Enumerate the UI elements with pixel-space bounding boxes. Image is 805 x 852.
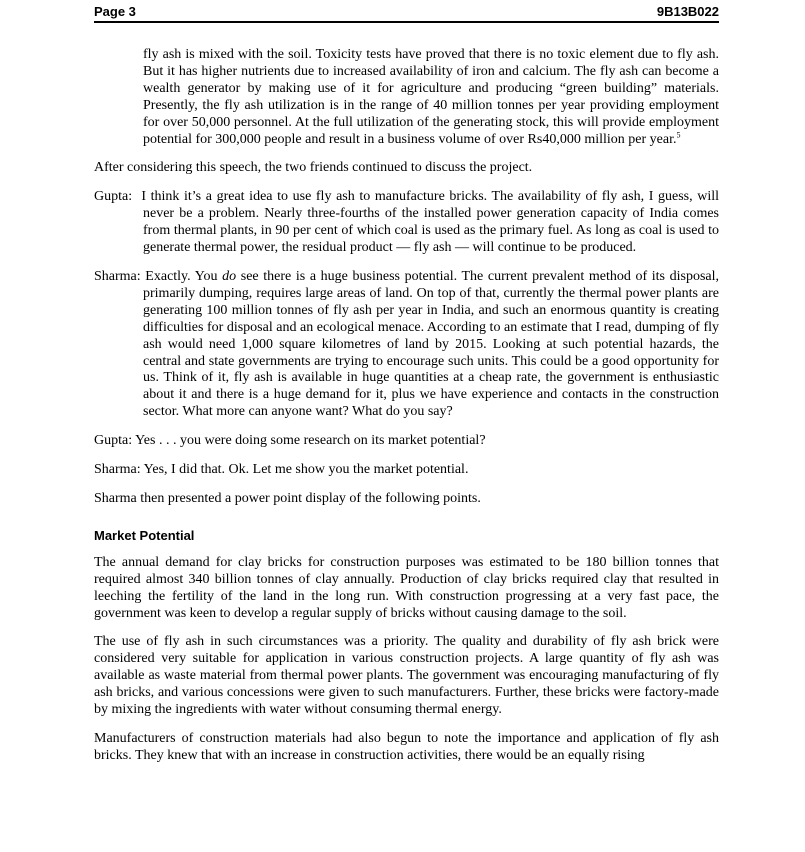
dialogue-lead: Exactly. You	[145, 268, 218, 284]
speaker-label: Gupta:	[94, 433, 133, 449]
page-header	[94, 4, 719, 23]
dialogue-gupta-2	[94, 433, 719, 450]
document-body	[94, 47, 719, 777]
section-heading-market-potential: Market Potential	[94, 527, 195, 543]
page-number: Page 3	[94, 4, 136, 19]
quote-text: fly ash is mixed with the soil. Toxicity tests have proved that there is no toxic element due to fly ash. But it has higher nutrients due to increased availability of iron and calcium. The fly ash can become a wealth generator by making use of it for agriculture and producing “green building” materials. Presently, the fly ash utilization is in the range of 40 million tonnes per year providing employment for over 50,000 personnel. At the full utilization of the generating stock, this will provide employment potential for 300,000 people and result in a business volume of over Rs40,000 million per year.	[143, 47, 719, 147]
market-paragraph: Manufacturers of construction materials had also begun to note the importance and application of fly ash bricks. They knew that with an increase in construction activities, there would be an equally rising	[94, 731, 719, 763]
dialogue-text: Yes . . . you were doing some research on its market potential?	[135, 433, 486, 449]
dialogue-text: see there is a huge business potential. The current prevalent method of its disposal, primarily dumping, requires large areas of land. On top of that, currently the thermal power plants are generating 100 million tonnes of fly ash per year in India, and such an enormous quantity is creating difficulties for disposal and an ecological menace. According to an estimate that I read, dumping of fly ash would need 1,000 square kilometres of land by 2015. Looking at such potential hazards, the central and state governments are trying to encourage such units. This could be a good opportunity for us. Think of it, fly ash is available in huge quantities at a cheap rate, the government is enthusiastic about it and there is a huge demand for it, plus we have experience and contacts in the construction sector. What more can anyone want? What do you say?	[143, 268, 720, 420]
dialogue-text: I think it’s a great idea to use fly ash to manufacture bricks. The availability of fly ash, I guess, will never be a problem. Nearly three-fourths of the installed power generation capacity of India comes from thermal plants, in 90 per cent of which coal is used as the primary fuel. As long as coal is used to generate thermal power, the residual product — fly ash — will continue to be produced.	[141, 189, 719, 256]
dialogue-sharma-1	[94, 269, 719, 421]
dialogue-emphasis: do	[222, 268, 237, 284]
dialogue-sharma-2	[94, 462, 719, 479]
dialogue-text: Yes, I did that. Ok. Let me show you the market potential.	[143, 462, 469, 478]
footnote-marker[interactable]: 5	[676, 129, 681, 139]
market-paragraph: The annual demand for clay bricks for construction purposes was estimated to be 180 billion tonnes that required almost 340 billion tonnes of clay annually. Production of clay bricks required clay that resulted in leeching the fertility of the land in the long run. With construction progressing at a very fast pace, the government was keen to develop a regular supply of bricks without causing damage to the soil.	[94, 554, 719, 621]
after-speech-paragraph: After considering this speech, the two friends continued to discuss the project.	[94, 160, 533, 176]
speaker-label: Sharma:	[94, 268, 141, 284]
presentation-intro: Sharma then presented a power point display of the following points.	[94, 490, 481, 506]
market-paragraph: The use of fly ash in such circumstances was a priority. The quality and durability of fly ash brick were considered very suitable for application in various construction projects. A large quantity of fly ash was available as waste material from thermal power plants. The government was encouraging manufacturing of fly ash bricks, and various concessions were given to such manufacturers. Further, these bricks were factory-made by mixing the ingredients with water without consuming thermal energy.	[94, 634, 719, 718]
speech-quote	[143, 47, 719, 148]
dialogue-gupta-1	[94, 189, 719, 257]
case-code: 9B13B022	[656, 4, 719, 19]
speaker-label: Sharma:	[94, 462, 141, 478]
speaker-label: Gupta:	[94, 189, 133, 205]
